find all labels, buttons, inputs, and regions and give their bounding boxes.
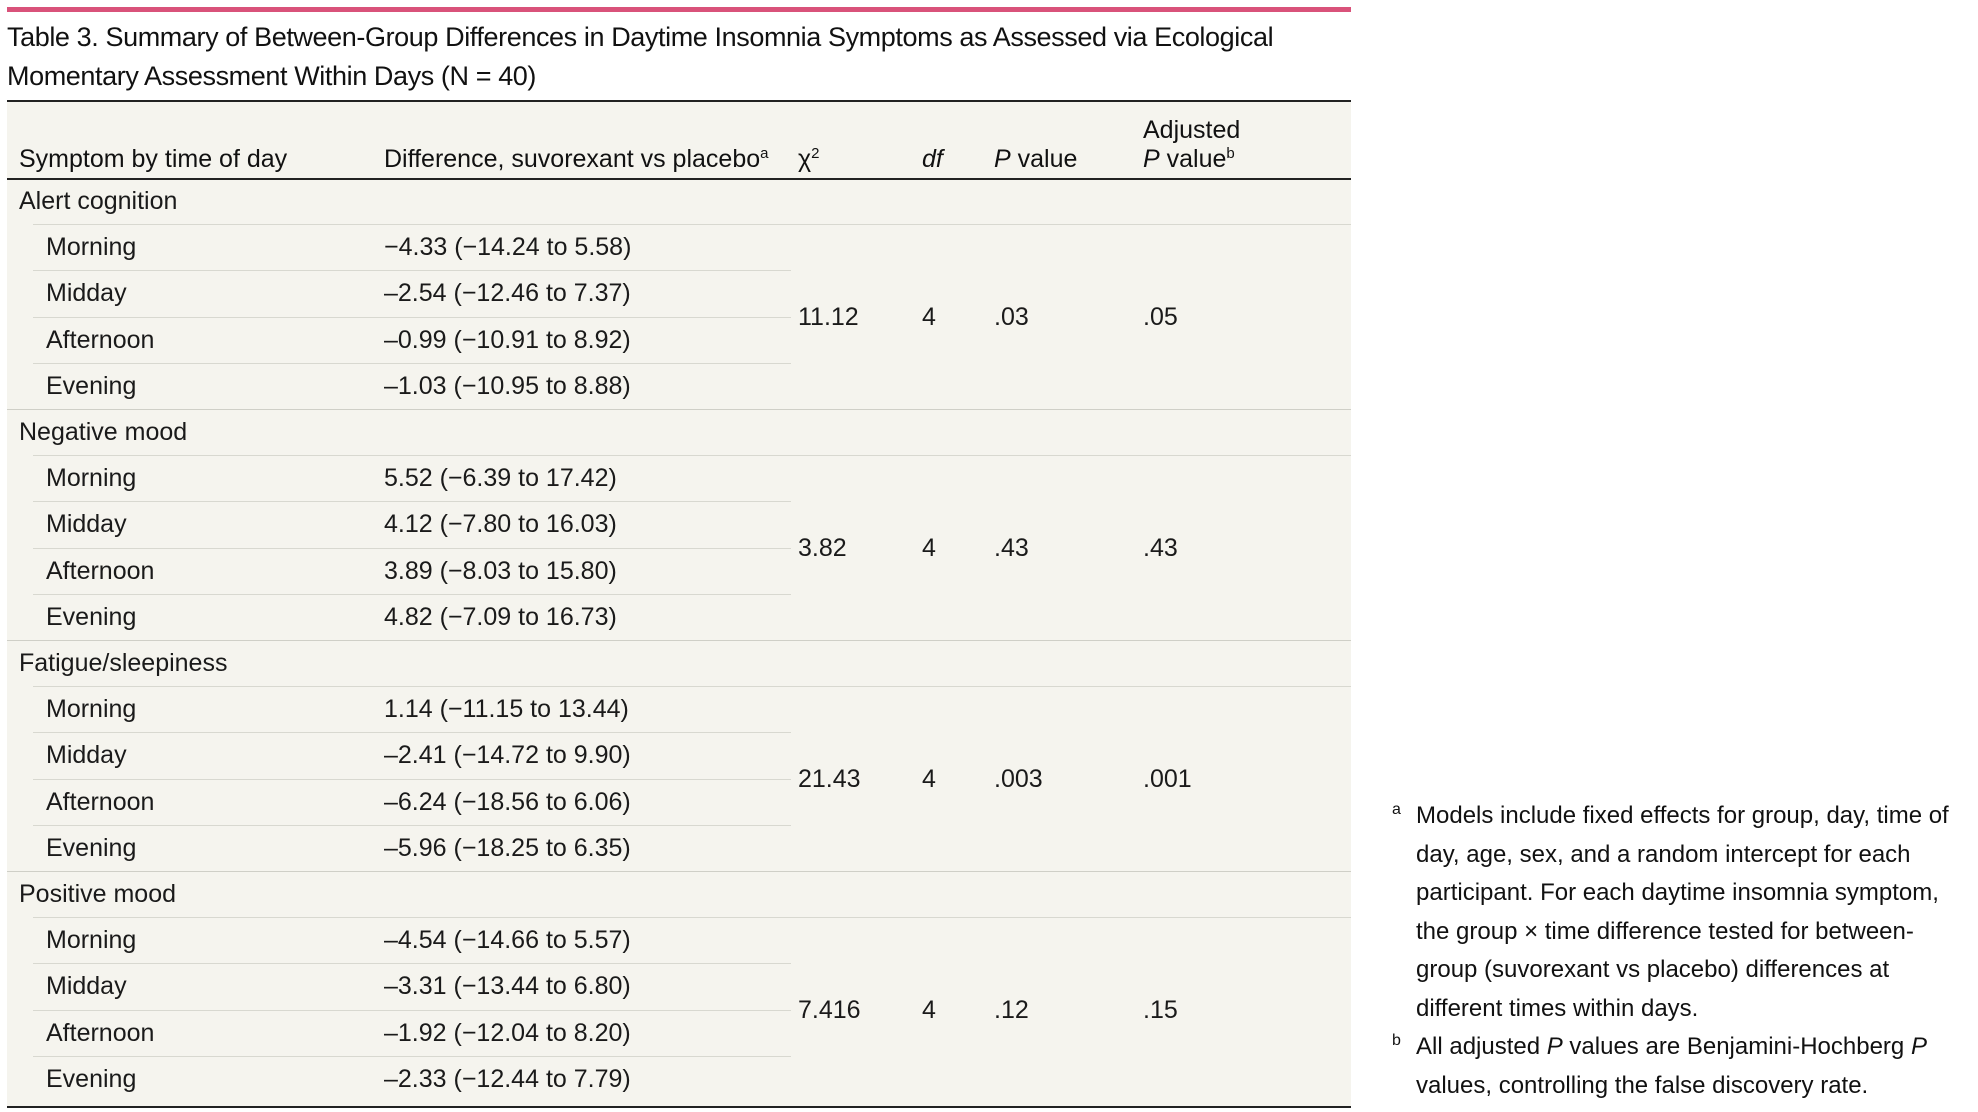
chi-square-value: 21.43 [798,764,861,793]
df-value: 4 [922,302,936,331]
table-row [7,455,1351,501]
difference-value: 5.52 (−6.39 to 17.42) [384,464,617,493]
header-difference-footnote-mark: a [760,145,769,162]
p-value: .12 [994,995,1029,1024]
header-adjusted-p-text: value [1159,145,1227,173]
header-adjusted-p-italic: P [1143,145,1160,173]
time-of-day: Evening [46,371,137,400]
title-accent-rule [7,7,1351,12]
group-name: Alert cognition [19,187,178,215]
footnote-b-p2: P [1910,1033,1927,1060]
difference-value: –2.54 (−12.46 to 7.37) [384,279,631,308]
table-row [7,917,1351,963]
footnote-b-text-3: values, controlling the false discovery rate. [1416,1071,1869,1099]
header-adjusted-footnote-mark: b [1226,145,1235,162]
time-of-day: Morning [46,233,137,262]
time-of-day: Evening [46,1064,137,1093]
difference-value: –2.41 (−14.72 to 9.90) [384,741,631,770]
footnote-b-p1: P [1546,1033,1563,1060]
header-chi-square [798,145,819,174]
table-row [7,825,1351,871]
difference-value: 1.14 (−11.15 to 13.44) [384,695,629,724]
header-p-italic: P [994,145,1011,173]
difference-value: –5.96 (−18.25 to 6.35) [384,833,631,862]
header-difference-text: Difference, suvorexant vs placebo [384,145,761,173]
footnote-b-mark: b [1392,1032,1401,1049]
p-value: .03 [994,302,1029,331]
group-row [7,409,1351,455]
header-chi-superscript: 2 [811,145,820,162]
group-name: Fatigue/sleepiness [19,649,228,677]
footnotes [1392,797,1972,1105]
footnote-a-mark: a [1392,801,1401,818]
footnote-b-text-1: All adjusted [1416,1033,1547,1060]
adjusted-p-value: .43 [1143,533,1178,562]
header-p-value [994,145,1077,174]
df-value: 4 [922,764,936,793]
time-of-day: Midday [46,510,127,539]
header-symptom: Symptom by time of day [19,145,288,173]
chi-square-value: 11.12 [798,302,859,331]
difference-value: 4.12 (−7.80 to 16.03) [384,510,617,539]
p-value: .43 [994,533,1029,562]
difference-value: –6.24 (−18.56 to 6.06) [384,787,631,816]
table-row [7,363,1351,409]
footnote-a [1392,797,1972,1028]
header-p-text: value [1010,145,1078,173]
time-of-day: Midday [46,972,127,1001]
header-df-text: df [922,145,943,173]
time-of-day: Afternoon [46,787,155,816]
header-adjusted-line2 [1143,145,1240,174]
header-df [922,145,943,174]
table-header [7,102,1351,180]
header-difference [384,145,768,174]
footnote-b-text-2: values are Benjamini-Hochberg [1562,1033,1911,1060]
time-of-day: Midday [46,741,127,770]
table-title: Table 3. Summary of Between-Group Differences in Daytime Insomnia Symptoms as Assessed via Ecological Momentary Assessment Within Days (N = 40) [7,22,1274,91]
difference-value: –0.99 (−10.91 to 8.92) [384,325,631,354]
difference-value: −4.33 (−14.24 to 5.58) [384,233,632,262]
df-value: 4 [922,533,936,562]
adjusted-p-value: .05 [1143,302,1178,331]
group-row [7,640,1351,686]
time-of-day: Afternoon [46,556,155,585]
chi-square-value: 7.416 [798,995,861,1024]
adjusted-p-value: .001 [1143,764,1192,793]
table-row [7,594,1351,640]
difference-value: 3.89 (−8.03 to 15.80) [384,556,617,585]
table-row [7,1056,1351,1102]
difference-value: 4.82 (−7.09 to 16.73) [384,602,617,631]
chi-square-value: 3.82 [798,533,847,562]
difference-value: –4.54 (−14.66 to 5.57) [384,926,631,955]
time-of-day: Midday [46,279,127,308]
time-of-day: Afternoon [46,325,155,354]
difference-value: –3.31 (−13.44 to 6.80) [384,972,631,1001]
difference-value: –1.03 (−10.95 to 8.88) [384,371,631,400]
group-name: Positive mood [19,880,177,908]
adjusted-p-value: .15 [1143,995,1178,1024]
footnote-a-text: Models include fixed effects for group, day, time of day, age, sex, and a random intercept for each participant. For each daytime insomnia symptom, the group × time difference tested for between-group (suvorexant vs placebo) differences at different times within days. [1416,802,1949,1022]
p-value: .003 [994,764,1043,793]
time-of-day: Evening [46,602,137,631]
footnote-b [1392,1028,1972,1105]
group-row [7,871,1351,917]
group-row [7,178,1351,224]
time-of-day: Afternoon [46,1018,155,1047]
time-of-day: Morning [46,926,137,955]
group-name: Negative mood [19,418,188,446]
header-chi-text: χ [798,145,812,173]
time-of-day: Evening [46,833,137,862]
data-table [7,100,1351,1108]
time-of-day: Morning [46,464,137,493]
table-row [7,686,1351,732]
table-row [7,224,1351,270]
header-adjusted-line1: Adjusted [1143,116,1241,144]
difference-value: –2.33 (−12.44 to 7.79) [384,1064,631,1093]
header-adjusted-p-value [1143,116,1240,174]
difference-value: –1.92 (−12.04 to 8.20) [384,1018,631,1047]
df-value: 4 [922,995,936,1024]
time-of-day: Morning [46,695,137,724]
